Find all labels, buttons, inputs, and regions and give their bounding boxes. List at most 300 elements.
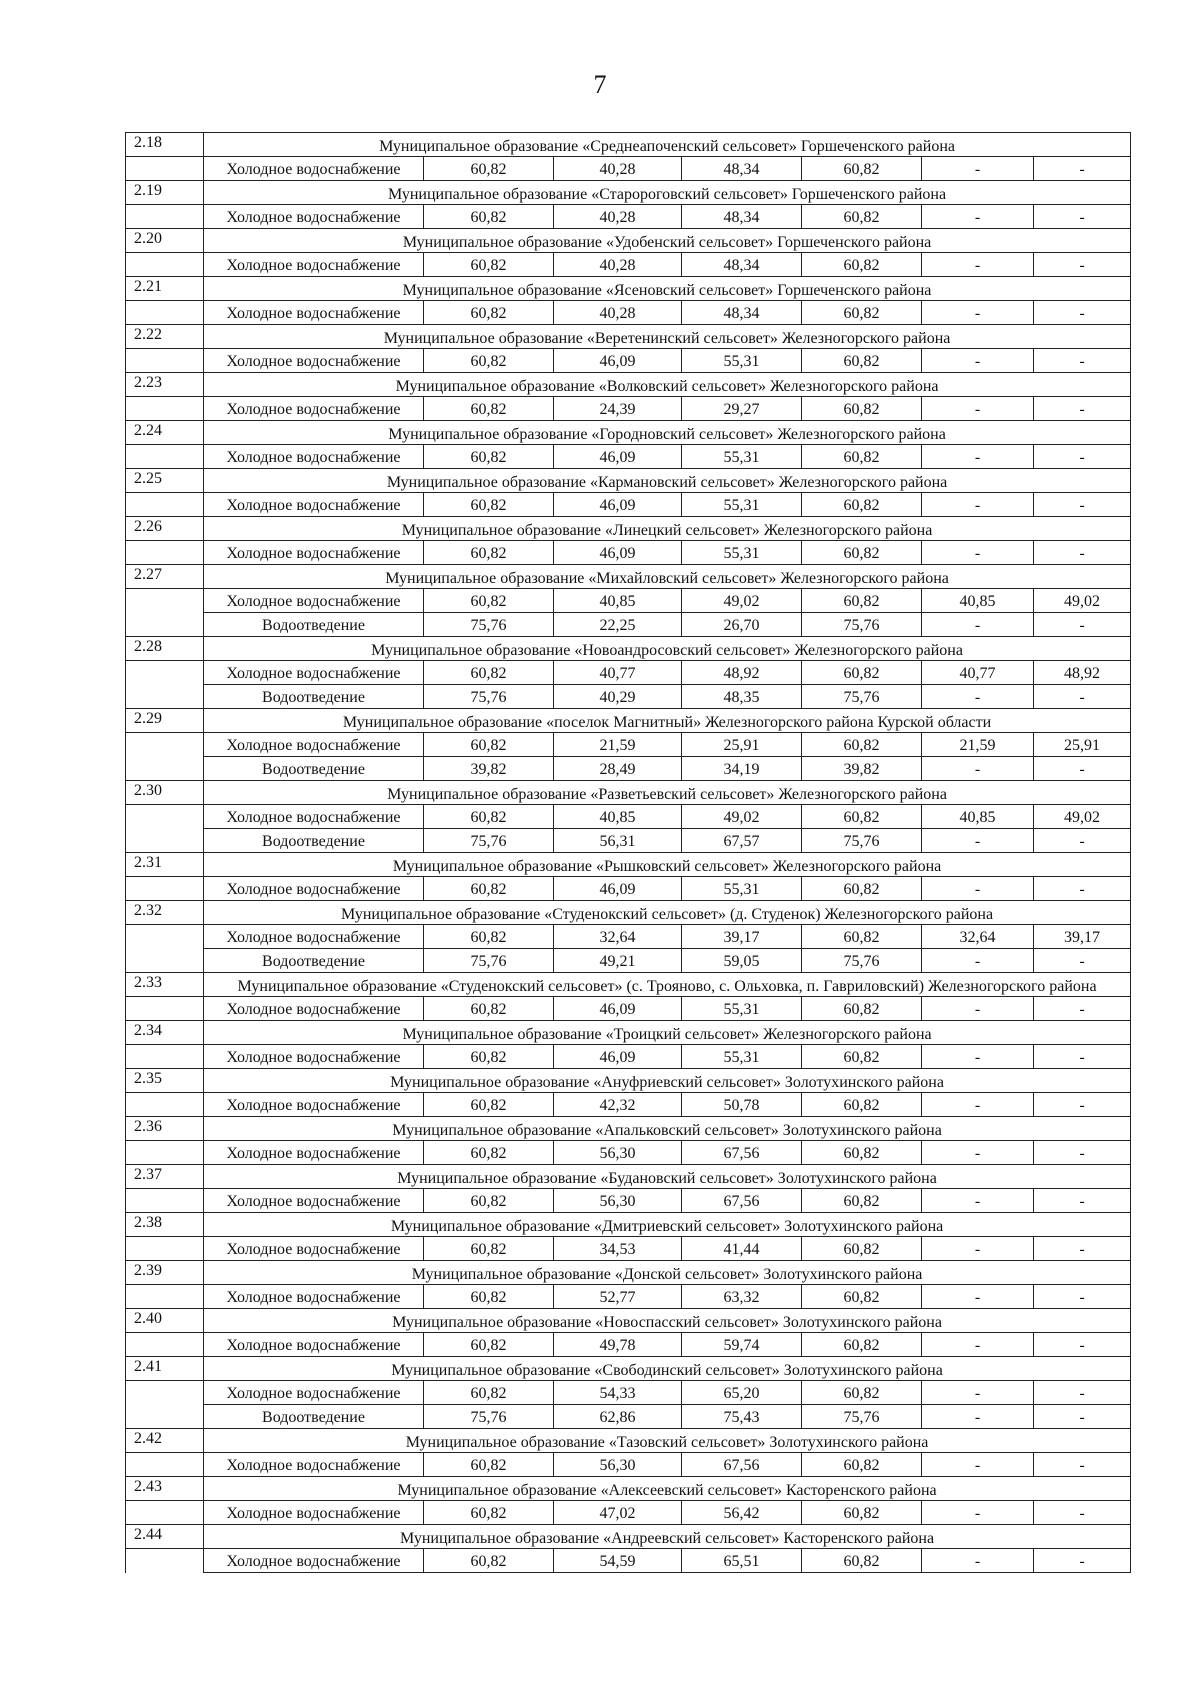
- tariff-value: 60,82: [424, 205, 554, 229]
- row-number-spacer: [126, 1501, 204, 1525]
- service-name: Холодное водоснабжение: [204, 733, 424, 757]
- tariff-value: -: [922, 205, 1034, 229]
- tariff-value: 54,59: [554, 1549, 682, 1573]
- tariff-value: -: [1034, 949, 1131, 973]
- row-number: 2.33: [126, 973, 204, 997]
- tariff-value: 55,31: [682, 493, 802, 517]
- tariff-value: 60,82: [802, 1237, 922, 1261]
- tariff-value: 60,82: [802, 997, 922, 1021]
- tariff-value: 60,82: [424, 1453, 554, 1477]
- row-number: 2.18: [126, 133, 204, 157]
- row-number: 2.35: [126, 1069, 204, 1093]
- tariff-value: -: [922, 997, 1034, 1021]
- tariff-value: -: [1034, 1141, 1131, 1165]
- row-number-spacer: [126, 1141, 204, 1165]
- tariff-value: 60,82: [802, 925, 922, 949]
- service-name: Холодное водоснабжение: [204, 1549, 424, 1573]
- tariff-value: 60,82: [424, 1285, 554, 1309]
- service-row: [126, 1405, 1131, 1429]
- municipality-row: [126, 1165, 1131, 1189]
- tariff-value: -: [922, 1453, 1034, 1477]
- tariff-value: 60,82: [802, 1333, 922, 1357]
- service-row: [126, 661, 1131, 685]
- tariff-value: 60,82: [802, 589, 922, 613]
- tariff-value: 46,09: [554, 541, 682, 565]
- tariff-value: 40,28: [554, 253, 682, 277]
- tariff-value: 60,82: [424, 493, 554, 517]
- tariff-value: 59,05: [682, 949, 802, 973]
- tariff-value: 46,09: [554, 997, 682, 1021]
- tariff-value: 60,82: [802, 1549, 922, 1573]
- tariff-value: -: [1034, 997, 1131, 1021]
- municipality-row: [126, 1357, 1131, 1381]
- tariff-value: 60,82: [424, 1237, 554, 1261]
- tariff-value: 49,78: [554, 1333, 682, 1357]
- tariff-value: 60,82: [802, 1453, 922, 1477]
- row-number: 2.21: [126, 277, 204, 301]
- tariff-value: 56,30: [554, 1189, 682, 1213]
- row-number-spacer: [126, 1549, 204, 1573]
- tariff-value: 49,02: [1034, 589, 1131, 613]
- tariff-value: 60,82: [802, 253, 922, 277]
- tariff-value: 32,64: [554, 925, 682, 949]
- municipality-name: Муниципальное образование «Ануфриевский сельсовет» Золотухинского района: [204, 1069, 1131, 1093]
- tariff-value: -: [1034, 205, 1131, 229]
- tariff-value: 60,82: [802, 157, 922, 181]
- tariff-value: -: [1034, 877, 1131, 901]
- service-row: [126, 589, 1131, 613]
- tariff-value: 48,34: [682, 301, 802, 325]
- tariff-value: -: [922, 1141, 1034, 1165]
- tariff-value: 34,53: [554, 1237, 682, 1261]
- municipality-row: [126, 1309, 1131, 1333]
- tariff-value: 60,82: [424, 1189, 554, 1213]
- row-number: 2.39: [126, 1261, 204, 1285]
- tariff-table-body: [126, 133, 1131, 1573]
- row-number: 2.38: [126, 1213, 204, 1237]
- tariff-value: 48,34: [682, 157, 802, 181]
- municipality-name: Муниципальное образование «Свободинский сельсовет» Золотухинского района: [204, 1357, 1131, 1381]
- tariff-value: -: [922, 829, 1034, 853]
- tariff-value: 47,02: [554, 1501, 682, 1525]
- row-number: 2.42: [126, 1429, 204, 1453]
- municipality-name: Муниципальное образование «Ясеновский сельсовет» Горшеченского района: [204, 277, 1131, 301]
- tariff-value: 75,76: [802, 685, 922, 709]
- tariff-value: 60,82: [424, 589, 554, 613]
- service-row: [126, 397, 1131, 421]
- row-number: 2.34: [126, 1021, 204, 1045]
- service-row: [126, 253, 1131, 277]
- tariff-value: 56,30: [554, 1453, 682, 1477]
- tariff-value: 60,82: [424, 1045, 554, 1069]
- tariff-value: -: [922, 445, 1034, 469]
- tariff-value: 75,76: [424, 829, 554, 853]
- service-row: [126, 1285, 1131, 1309]
- row-number-spacer: [126, 733, 204, 757]
- tariff-value: 67,56: [682, 1189, 802, 1213]
- tariff-value: 42,32: [554, 1093, 682, 1117]
- tariff-value: 60,82: [424, 925, 554, 949]
- tariff-value: 60,82: [424, 301, 554, 325]
- row-number-spacer: [126, 1237, 204, 1261]
- municipality-row: [126, 181, 1131, 205]
- tariff-value: 55,31: [682, 877, 802, 901]
- municipality-row: [126, 1213, 1131, 1237]
- tariff-value: 60,82: [802, 445, 922, 469]
- tariff-value: 48,92: [1034, 661, 1131, 685]
- row-number: 2.31: [126, 853, 204, 877]
- tariff-value: 40,77: [922, 661, 1034, 685]
- service-row: [126, 877, 1131, 901]
- tariff-value: 60,82: [802, 1141, 922, 1165]
- tariff-value: 41,44: [682, 1237, 802, 1261]
- tariff-value: -: [1034, 757, 1131, 781]
- service-name: Холодное водоснабжение: [204, 1501, 424, 1525]
- tariff-value: 40,85: [554, 805, 682, 829]
- tariff-value: 75,76: [802, 949, 922, 973]
- tariff-value: 22,25: [554, 613, 682, 637]
- row-number-spacer: [126, 445, 204, 469]
- tariff-value: 75,76: [424, 685, 554, 709]
- tariff-value: -: [1034, 1285, 1131, 1309]
- tariff-value: 60,82: [424, 997, 554, 1021]
- tariff-value: -: [1034, 1045, 1131, 1069]
- tariff-value: 25,91: [682, 733, 802, 757]
- tariff-value: 55,31: [682, 349, 802, 373]
- service-name: Холодное водоснабжение: [204, 1045, 424, 1069]
- tariff-value: 39,17: [682, 925, 802, 949]
- tariff-value: -: [922, 1093, 1034, 1117]
- tariff-table: [125, 132, 1131, 1573]
- row-number-spacer: [126, 757, 204, 781]
- municipality-row: [126, 373, 1131, 397]
- tariff-value: 25,91: [1034, 733, 1131, 757]
- tariff-value: 75,76: [424, 613, 554, 637]
- row-number-spacer: [126, 925, 204, 949]
- row-number-spacer: [126, 661, 204, 685]
- tariff-value: 39,17: [1034, 925, 1131, 949]
- tariff-value: -: [922, 1549, 1034, 1573]
- municipality-name: Муниципальное образование «Удобенский сельсовет» Горшеченского района: [204, 229, 1131, 253]
- row-number: 2.25: [126, 469, 204, 493]
- municipality-name: Муниципальное образование «Кармановский сельсовет» Железногорского района: [204, 469, 1131, 493]
- tariff-value: 60,82: [424, 541, 554, 565]
- service-name: Водоотведение: [204, 1405, 424, 1429]
- service-name: Холодное водоснабжение: [204, 925, 424, 949]
- service-name: Холодное водоснабжение: [204, 301, 424, 325]
- tariff-value: 60,82: [802, 877, 922, 901]
- row-number-spacer: [126, 205, 204, 229]
- tariff-value: 60,82: [424, 1501, 554, 1525]
- tariff-value: 29,27: [682, 397, 802, 421]
- municipality-row: [126, 1261, 1131, 1285]
- service-row: [126, 613, 1131, 637]
- service-name: Холодное водоснабжение: [204, 1333, 424, 1357]
- service-name: Водоотведение: [204, 685, 424, 709]
- row-number-spacer: [126, 301, 204, 325]
- service-row: [126, 733, 1131, 757]
- page-number: 7: [593, 70, 607, 99]
- tariff-value: 60,82: [424, 157, 554, 181]
- service-name: Холодное водоснабжение: [204, 805, 424, 829]
- tariff-value: -: [1034, 1501, 1131, 1525]
- tariff-value: -: [1034, 1237, 1131, 1261]
- tariff-value: -: [1034, 253, 1131, 277]
- row-number: 2.23: [126, 373, 204, 397]
- tariff-value: 60,82: [802, 493, 922, 517]
- row-number-spacer: [126, 685, 204, 709]
- tariff-value: 49,02: [682, 805, 802, 829]
- tariff-value: 60,82: [802, 1045, 922, 1069]
- tariff-value: 21,59: [922, 733, 1034, 757]
- tariff-value: -: [1034, 685, 1131, 709]
- municipality-name: Муниципальное образование «Тазовский сельсовет» Золотухинского района: [204, 1429, 1131, 1453]
- row-number-spacer: [126, 1333, 204, 1357]
- service-name: Холодное водоснабжение: [204, 877, 424, 901]
- municipality-name: Муниципальное образование «Донской сельсовет» Золотухинского района: [204, 1261, 1131, 1285]
- tariff-value: 54,33: [554, 1381, 682, 1405]
- municipality-row: [126, 1525, 1131, 1549]
- service-row: [126, 1141, 1131, 1165]
- tariff-value: 60,82: [424, 877, 554, 901]
- tariff-value: 75,43: [682, 1405, 802, 1429]
- row-number: 2.30: [126, 781, 204, 805]
- municipality-row: [126, 1069, 1131, 1093]
- tariff-value: 75,76: [424, 1405, 554, 1429]
- tariff-value: -: [922, 1237, 1034, 1261]
- tariff-value: 60,82: [802, 205, 922, 229]
- tariff-value: 75,76: [802, 1405, 922, 1429]
- tariff-value: -: [1034, 1381, 1131, 1405]
- tariff-value: 60,82: [802, 397, 922, 421]
- municipality-name: Муниципальное образование «Михайловский сельсовет» Железногорского района: [204, 565, 1131, 589]
- municipality-row: [126, 517, 1131, 541]
- tariff-value: -: [922, 1333, 1034, 1357]
- tariff-value: -: [1034, 613, 1131, 637]
- row-number-spacer: [126, 997, 204, 1021]
- tariff-value: 40,28: [554, 205, 682, 229]
- municipality-name: Муниципальное образование «Алексеевский сельсовет» Касторенского района: [204, 1477, 1131, 1501]
- service-name: Водоотведение: [204, 613, 424, 637]
- row-number-spacer: [126, 1045, 204, 1069]
- service-row: [126, 805, 1131, 829]
- tariff-value: -: [1034, 445, 1131, 469]
- row-number-spacer: [126, 349, 204, 373]
- service-name: Холодное водоснабжение: [204, 445, 424, 469]
- service-row: [126, 1453, 1131, 1477]
- tariff-value: 60,82: [424, 397, 554, 421]
- tariff-value: 55,31: [682, 445, 802, 469]
- service-row: [126, 205, 1131, 229]
- tariff-value: 46,09: [554, 445, 682, 469]
- tariff-value: 39,82: [424, 757, 554, 781]
- tariff-value: -: [922, 397, 1034, 421]
- service-row: [126, 157, 1131, 181]
- service-name: Холодное водоснабжение: [204, 253, 424, 277]
- tariff-value: -: [922, 877, 1034, 901]
- tariff-value: 48,34: [682, 253, 802, 277]
- tariff-value: 40,77: [554, 661, 682, 685]
- tariff-value: -: [1034, 1405, 1131, 1429]
- row-number-spacer: [126, 157, 204, 181]
- tariff-value: 60,82: [424, 1141, 554, 1165]
- tariff-value: -: [922, 301, 1034, 325]
- row-number-spacer: [126, 829, 204, 853]
- municipality-name: Муниципальное образование «Студенокский сельсовет» (с. Трояново, с. Ольховка, п. Гавриловский) Железногорского района: [204, 973, 1131, 997]
- service-row: [126, 1189, 1131, 1213]
- row-number-spacer: [126, 1093, 204, 1117]
- tariff-value: -: [922, 949, 1034, 973]
- municipality-row: [126, 1477, 1131, 1501]
- service-name: Холодное водоснабжение: [204, 541, 424, 565]
- tariff-value: 75,76: [424, 949, 554, 973]
- row-number-spacer: [126, 1453, 204, 1477]
- tariff-value: -: [1034, 301, 1131, 325]
- tariff-value: 65,51: [682, 1549, 802, 1573]
- tariff-value: 56,42: [682, 1501, 802, 1525]
- row-number: 2.24: [126, 421, 204, 445]
- tariff-value: -: [1034, 1453, 1131, 1477]
- service-name: Холодное водоснабжение: [204, 1285, 424, 1309]
- municipality-name: Муниципальное образование «Студенокский сельсовет» (д. Студенок) Железногорского района: [204, 901, 1131, 925]
- row-number: 2.37: [126, 1165, 204, 1189]
- service-name: Холодное водоснабжение: [204, 1237, 424, 1261]
- service-row: [126, 1501, 1131, 1525]
- service-name: Холодное водоснабжение: [204, 157, 424, 181]
- municipality-row: [126, 1021, 1131, 1045]
- tariff-value: -: [1034, 397, 1131, 421]
- municipality-row: [126, 973, 1131, 997]
- tariff-value: -: [922, 157, 1034, 181]
- tariff-value: 60,82: [424, 349, 554, 373]
- tariff-value: 63,32: [682, 1285, 802, 1309]
- row-number-spacer: [126, 877, 204, 901]
- row-number-spacer: [126, 397, 204, 421]
- tariff-value: 55,31: [682, 1045, 802, 1069]
- tariff-value: -: [1034, 1333, 1131, 1357]
- row-number: 2.26: [126, 517, 204, 541]
- row-number: 2.43: [126, 1477, 204, 1501]
- municipality-name: Муниципальное образование «поселок Магнитный» Железногорского района Курской области: [204, 709, 1131, 733]
- municipality-name: Муниципальное образование «Будановский сельсовет» Золотухинского района: [204, 1165, 1131, 1189]
- tariff-value: 32,64: [922, 925, 1034, 949]
- tariff-value: 40,29: [554, 685, 682, 709]
- service-name: Холодное водоснабжение: [204, 1453, 424, 1477]
- tariff-value: 48,35: [682, 685, 802, 709]
- service-name: Холодное водоснабжение: [204, 349, 424, 373]
- tariff-value: 60,82: [802, 349, 922, 373]
- tariff-value: 24,39: [554, 397, 682, 421]
- tariff-value: 60,82: [802, 541, 922, 565]
- tariff-value: 26,70: [682, 613, 802, 637]
- tariff-value: 49,02: [1034, 805, 1131, 829]
- tariff-value: 60,82: [424, 445, 554, 469]
- service-row: [126, 1045, 1131, 1069]
- municipality-row: [126, 781, 1131, 805]
- service-row: [126, 349, 1131, 373]
- row-number-spacer: [126, 1405, 204, 1429]
- row-number: 2.41: [126, 1357, 204, 1381]
- tariff-value: 55,31: [682, 997, 802, 1021]
- service-name: Водоотведение: [204, 949, 424, 973]
- tariff-value: -: [922, 1189, 1034, 1213]
- tariff-value: -: [1034, 157, 1131, 181]
- tariff-value: -: [922, 541, 1034, 565]
- tariff-value: 67,56: [682, 1453, 802, 1477]
- municipality-row: [126, 469, 1131, 493]
- municipality-name: Муниципальное образование «Волковский сельсовет» Железногорского района: [204, 373, 1131, 397]
- tariff-value: 60,82: [802, 805, 922, 829]
- tariff-value: 67,57: [682, 829, 802, 853]
- service-row: [126, 445, 1131, 469]
- row-number-spacer: [126, 589, 204, 613]
- municipality-name: Муниципальное образование «Троицкий сельсовет» Железногорского района: [204, 1021, 1131, 1045]
- tariff-value: 39,82: [802, 757, 922, 781]
- tariff-value: 65,20: [682, 1381, 802, 1405]
- tariff-value: 40,85: [922, 589, 1034, 613]
- service-name: Холодное водоснабжение: [204, 397, 424, 421]
- service-name: Холодное водоснабжение: [204, 589, 424, 613]
- municipality-row: [126, 133, 1131, 157]
- row-number-spacer: [126, 1285, 204, 1309]
- tariff-value: -: [1034, 1189, 1131, 1213]
- service-row: [126, 1549, 1131, 1573]
- tariff-value: 59,74: [682, 1333, 802, 1357]
- tariff-value: -: [922, 1381, 1034, 1405]
- tariff-value: -: [1034, 493, 1131, 517]
- row-number: 2.28: [126, 637, 204, 661]
- tariff-value: 60,82: [802, 733, 922, 757]
- tariff-value: 48,92: [682, 661, 802, 685]
- service-row: [126, 997, 1131, 1021]
- tariff-value: -: [922, 1405, 1034, 1429]
- row-number: 2.36: [126, 1117, 204, 1141]
- service-name: Холодное водоснабжение: [204, 493, 424, 517]
- row-number-spacer: [126, 949, 204, 973]
- tariff-value: 40,85: [554, 589, 682, 613]
- municipality-name: Муниципальное образование «Веретенинский сельсовет» Железногорского района: [204, 325, 1131, 349]
- tariff-value: 62,86: [554, 1405, 682, 1429]
- tariff-value: 60,82: [424, 661, 554, 685]
- row-number: 2.44: [126, 1525, 204, 1549]
- service-name: Холодное водоснабжение: [204, 205, 424, 229]
- municipality-row: [126, 709, 1131, 733]
- service-name: Холодное водоснабжение: [204, 1141, 424, 1165]
- service-row: [126, 541, 1131, 565]
- row-number-spacer: [126, 253, 204, 277]
- service-name: Холодное водоснабжение: [204, 1189, 424, 1213]
- tariff-value: 49,21: [554, 949, 682, 973]
- tariff-value: 48,34: [682, 205, 802, 229]
- tariff-value: 40,28: [554, 301, 682, 325]
- service-row: [126, 493, 1131, 517]
- row-number-spacer: [126, 805, 204, 829]
- tariff-value: -: [1034, 1093, 1131, 1117]
- service-row: [126, 829, 1131, 853]
- municipality-row: [126, 277, 1131, 301]
- service-row: [126, 925, 1131, 949]
- municipality-row: [126, 1429, 1131, 1453]
- tariff-value: -: [922, 1045, 1034, 1069]
- tariff-value: 40,28: [554, 157, 682, 181]
- municipality-name: Муниципальное образование «Андреевский сельсовет» Касторенского района: [204, 1525, 1131, 1549]
- municipality-row: [126, 901, 1131, 925]
- row-number-spacer: [126, 613, 204, 637]
- tariff-value: 56,30: [554, 1141, 682, 1165]
- service-name: Холодное водоснабжение: [204, 1381, 424, 1405]
- row-number: 2.19: [126, 181, 204, 205]
- tariff-value: -: [922, 253, 1034, 277]
